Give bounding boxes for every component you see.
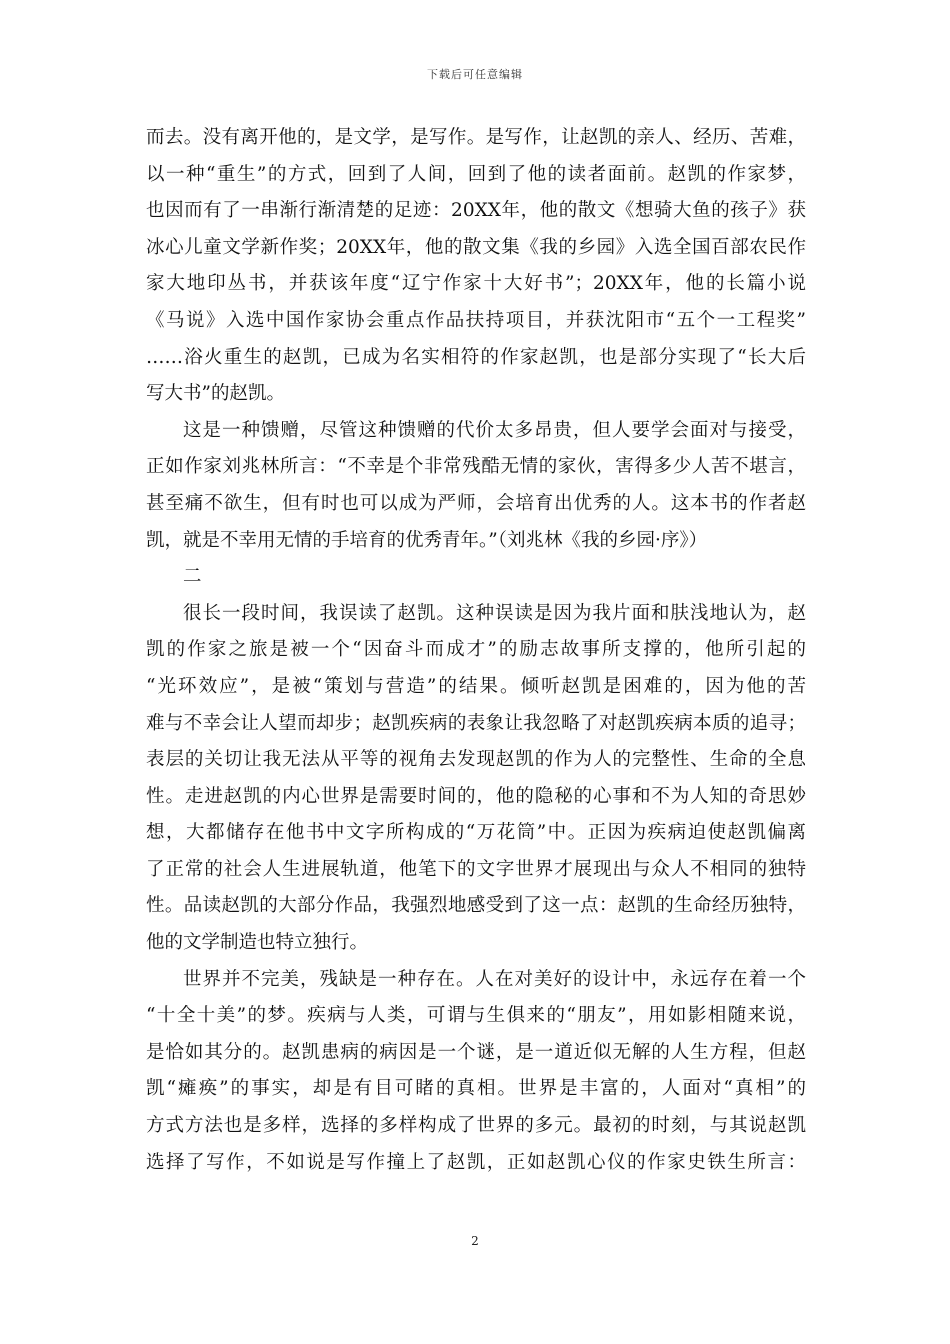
text-line: 了正常的社会人生进展轨道，他笔下的文字世界才展现出与众人不相同的独特 — [146, 858, 806, 880]
text-line: 《马说》入选中国作家协会重点作品扶持项目，并获沈阳市“五个一工程奖” — [146, 309, 806, 331]
text-line: “十全十美”的梦。疾病与人类，可谓与生俱来的“朋友”，用如影相随来说， — [146, 1005, 806, 1027]
text-line: 这是一种馈赠，尽管这种馈赠的代价太多昂贵，但人要学会面对与接受， — [183, 419, 806, 441]
text-line: 凯的作家之旅是被一个“因奋斗而成才”的励志故事所支撑的，他所引起的 — [146, 639, 806, 661]
text-line: 想，大都储存在他书中文字所构成的“万花筒”中。正因为疾病迫使赵凯偏离 — [146, 822, 806, 844]
page-header: 下载后可任意编辑 — [427, 68, 523, 81]
text-line: 也因而有了一串渐行渐清楚的足迹：20XX年，他的散文《想骑大鱼的孩子》获 — [146, 200, 806, 222]
text-line: 选择了写作，不如说是写作撞上了赵凯，正如赵凯心仪的作家史铁生所言： — [146, 1151, 806, 1173]
text-line: 家大地印丛书，并获该年度“辽宁作家十大好书”；20XX年，他的长篇小说 — [146, 273, 806, 295]
text-line: 以一种“重生”的方式，回到了人间，回到了他的读者面前。赵凯的作家梦， — [146, 163, 806, 185]
text-line: 凯“瘫痪”的事实，却是有目可睹的真相。世界是丰富的，人面对“真相”的 — [146, 1078, 806, 1100]
document-body — [146, 120, 806, 1181]
text-line: 凯，就是不幸用无情的手培育的优秀青年。”（刘兆林《我的乡园·序》） — [146, 529, 708, 551]
text-line: 甚至痛不欲生，但有时也可以成为严师，会培育出优秀的人。这本书的作者赵 — [146, 492, 806, 514]
text-line: 冰心儿童文学新作奖；20XX年，他的散文集《我的乡园》入选全国百部农民作 — [146, 236, 806, 258]
text-line: 难与不幸会让人望而却步；赵凯疾病的表象让我忽略了对赵凯疾病本质的追寻； — [146, 712, 806, 734]
text-line: 表层的关切让我无法从平等的视角去发现赵凯的作为人的完整性、生命的全息 — [146, 749, 806, 771]
text-line: 性。走进赵凯的内心世界是需要时间的，他的隐秘的心事和不为人知的奇思妙 — [146, 785, 806, 807]
text-line: 正如作家刘兆林所言：“不幸是个非常残酷无情的家伙，害得多少人苦不堪言， — [146, 456, 806, 478]
text-line: 方式方法也是多样，选择的多样构成了世界的多元。最初的时刻，与其说赵凯 — [146, 1115, 806, 1137]
text-line: ……浴火重生的赵凯，已成为名实相符的作家赵凯，也是部分实现了“长大后 — [146, 346, 806, 368]
text-line: “光环效应”，是被“策划与营造”的结果。倾听赵凯是困难的，因为他的苦 — [146, 675, 806, 697]
text-line: 写大书”的赵凯。 — [146, 383, 285, 405]
text-line: 是恰如其分的。赵凯患病的病因是一个谜，是一道近似无解的人生方程，但赵 — [146, 1041, 806, 1063]
page-number: 2 — [471, 1234, 479, 1248]
text-line: 很长一段时间，我误读了赵凯。这种误读是因为我片面和肤浅地认为，赵 — [183, 602, 806, 624]
text-line: 二 — [183, 566, 202, 588]
text-line: 世界并不完美，残缺是一种存在。人在对美好的设计中，永远存在着一个 — [183, 968, 806, 990]
text-line: 性。品读赵凯的大部分作品，我强烈地感受到了这一点：赵凯的生命经历独特， — [146, 895, 806, 917]
text-line: 他的文学制造也特立独行。 — [146, 932, 369, 954]
text-line: 而去。没有离开他的，是文学，是写作。是写作，让赵凯的亲人、经历、苦难， — [146, 127, 806, 148]
